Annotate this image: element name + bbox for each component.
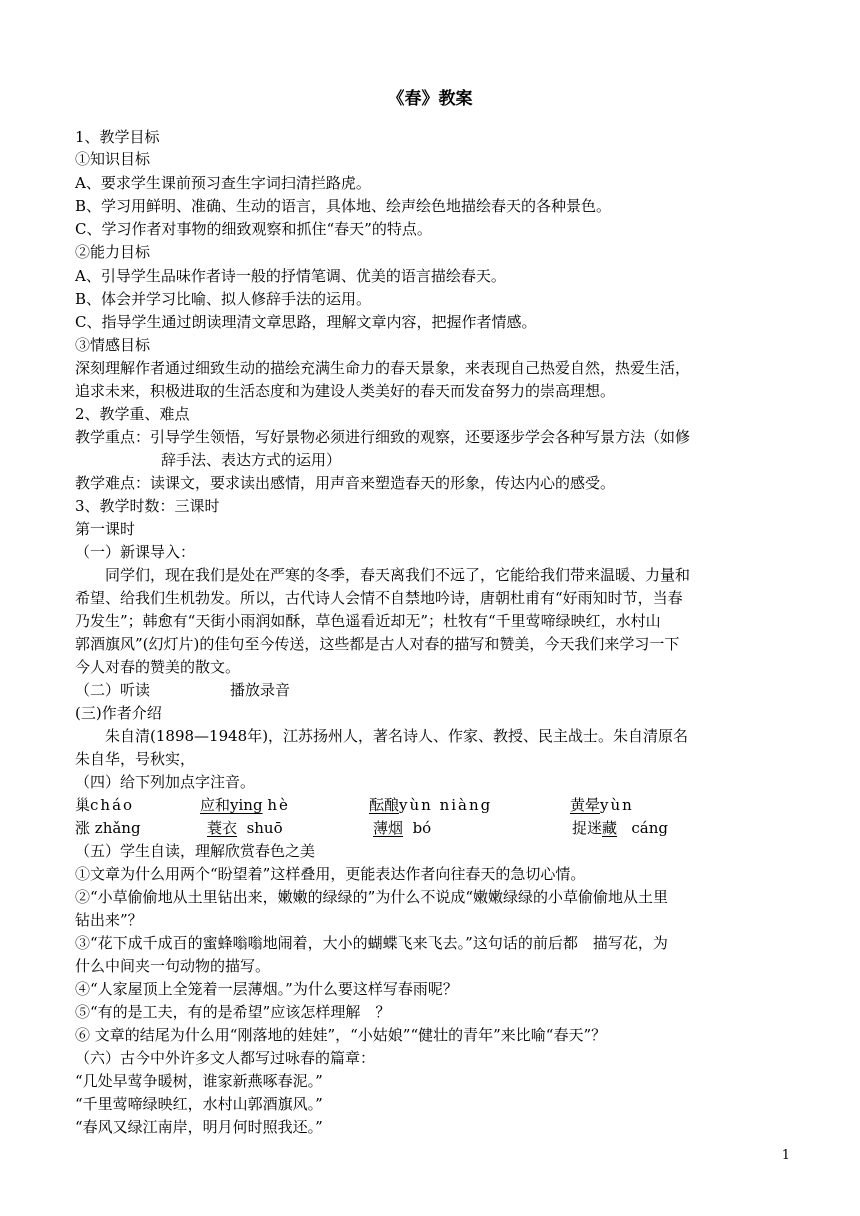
section-heading: 1、教学目标 — [75, 128, 160, 146]
paragraph-line: 朱自清(1898—1948年)，江苏扬州人，著名诗人、作家、教授、民主战士。朱自清原名 — [105, 727, 689, 745]
pinyin-text: cáng — [631, 819, 668, 837]
paragraph-line: 同学们，现在我们是处在严寒的冬季，春天离我们不远了，它能给我们带来温暖、力量和 — [105, 566, 691, 584]
paragraph-line: C、学习作者对事物的细致观察和抓住“春天”的特点。 — [75, 220, 432, 238]
quote-line: “千里莺啼绿映红，水村山郭酒旗风。” — [75, 1095, 323, 1113]
subsection-heading: ③情感目标 — [75, 336, 151, 354]
pinyin-item — [369, 794, 492, 816]
pinyin-text: yùn — [600, 796, 634, 814]
pinyin-char: 应和 — [200, 796, 231, 814]
pinyin-char: 捉迷 — [572, 819, 603, 837]
paragraph-line: B、体会并学习比喻、拟人修辞手法的运用。 — [75, 290, 372, 308]
section-heading: 第一课时 — [75, 520, 136, 538]
subsection-heading: （五）学生自读，理解欣赏春色之美 — [75, 842, 316, 860]
paragraph-line: 深刻理解作者通过细致生动的描绘充满生命力的春天景象，来表现自己热爱自然，热爱生活， — [75, 359, 691, 377]
subsection-heading: （一）新课导入： — [75, 543, 196, 561]
pinyin-text: hè — [267, 796, 290, 814]
pinyin-char: 涨 — [75, 819, 91, 837]
pinyin-char: 藏 — [602, 819, 618, 837]
question-line: ⑤“有的是工夫，有的是希望”应该怎样理解 ？ — [75, 1003, 391, 1021]
question-line: ③“花下成千成百的蜜蜂嗡嗡地闹着，大小的蝴蝶飞来飞去。”这句话的前后都 描写花，为 — [75, 934, 668, 952]
pinyin-char: 巢 — [75, 796, 91, 814]
question-line: 钻出来”？ — [75, 911, 143, 929]
paragraph-line: 辞手法、表达方式的运用） — [161, 451, 342, 469]
subsection-heading: ②能力目标 — [75, 243, 151, 261]
page-number: 1 — [781, 1148, 790, 1163]
paragraph-line: B、学习用鲜明、准确、生动的语言，具体地、绘声绘色地描绘春天的各种景色。 — [75, 197, 612, 215]
document-title: 《春》教案 — [387, 89, 473, 109]
pinyin-char: 蓑衣 — [207, 819, 238, 837]
pinyin-item — [75, 794, 134, 816]
paragraph-line: 郭酒旗风”(幻灯片)的佳句至今传送，这些都是古人对春的描写和赞美，今天我们来学习一下 — [75, 635, 680, 653]
pinyin-item — [75, 817, 141, 839]
pinyin-text: bó — [412, 819, 432, 837]
paragraph-line: 希望、给我们生机勃发。所以，古代诗人会情不自禁地吟诗，唐朝杜甫有“好雨知时节，当春 — [75, 589, 683, 607]
subsection-heading: ①知识目标 — [75, 150, 151, 168]
paragraph-line: 朱自华，号秋实， — [75, 750, 196, 768]
pinyin-item — [373, 817, 431, 839]
pinyin-char: 酝酿 — [369, 796, 400, 814]
subsection-heading: （二）听读 — [75, 681, 151, 699]
question-line: ②“小草偷偷地从土里钻出来，嫩嫩的绿绿的”为什么不说成“嫩嫩绿绿的小草偷偷地从土里 — [75, 888, 669, 906]
paragraph-line: A、引导学生品味作者诗一般的抒情笔调、优美的语言描绘春天。 — [75, 267, 506, 285]
question-line: ⑥ 文章的结尾为什么用“刚落地的娃娃”，“小姑娘”“健壮的青年”来比喻“春天”？ — [75, 1026, 607, 1044]
quote-line: “春风又绿江南岸，明月何时照我还。” — [75, 1118, 323, 1136]
pinyin-item — [572, 817, 668, 839]
paragraph-line: 追求未来，积极进取的生活态度和为建设人类美好的春天而发奋努力的崇高理想。 — [75, 382, 616, 400]
pinyin-text: cháo — [90, 796, 135, 814]
paragraph-line: 乃发生”；韩愈有“天街小雨润如酥，草色遥看近却无”；杜牧有“千里莺啼绿映红，水村山 — [75, 612, 661, 630]
section-heading: 3、教学时数：三课时 — [75, 497, 220, 515]
pinyin-text: ying — [230, 796, 263, 814]
pinyin-item — [207, 817, 283, 839]
pinyin-char: 薄烟 — [373, 819, 404, 837]
paragraph-line: 今人对春的赞美的散文。 — [75, 658, 241, 676]
paragraph-line: C、指导学生通过朗读理清文章思路，理解文章内容，把握作者情感。 — [75, 313, 537, 331]
quote-line: “几处早莺争暖树，谁家新燕啄春泥。” — [75, 1072, 323, 1090]
paragraph-line: 教学重点：引导学生领悟，写好景物必须进行细致的观察，还要逐步学会各种写景方法（如修 — [75, 428, 691, 446]
subsection-heading: （四）给下列加点字注音。 — [75, 773, 256, 791]
pinyin-char: 黄晕 — [570, 796, 601, 814]
pinyin-item — [200, 794, 290, 816]
question-line: ①文章为什么用两个“盼望着”这样叠用，更能表达作者向往春天的急切心情。 — [75, 865, 586, 883]
subsection-heading: （六）古今中外许多文人都写过咏春的篇章： — [75, 1049, 376, 1067]
pinyin-text: yùn niàng — [399, 796, 493, 814]
paragraph-line: 教学难点：读课文，要求读出感情，用声音来塑造春天的形象，传达内心的感受。 — [75, 474, 616, 492]
paragraph-line: A、要求学生课前预习查生字词扫清拦路虎。 — [75, 174, 371, 192]
subsection-heading: (三)作者介绍 — [75, 704, 162, 722]
pinyin-item — [570, 794, 634, 816]
pinyin-text: shuō — [246, 819, 283, 837]
question-line: ④“人家屋顶上全笼着一层薄烟。”为什么要这样写春雨呢？ — [75, 980, 458, 998]
question-line: 什么中间夹一句动物的描写。 — [75, 957, 271, 975]
paragraph-line: 播放录音 — [230, 681, 291, 699]
pinyin-text: zhǎng — [94, 819, 141, 837]
section-heading: 2、教学重、难点 — [75, 405, 190, 423]
